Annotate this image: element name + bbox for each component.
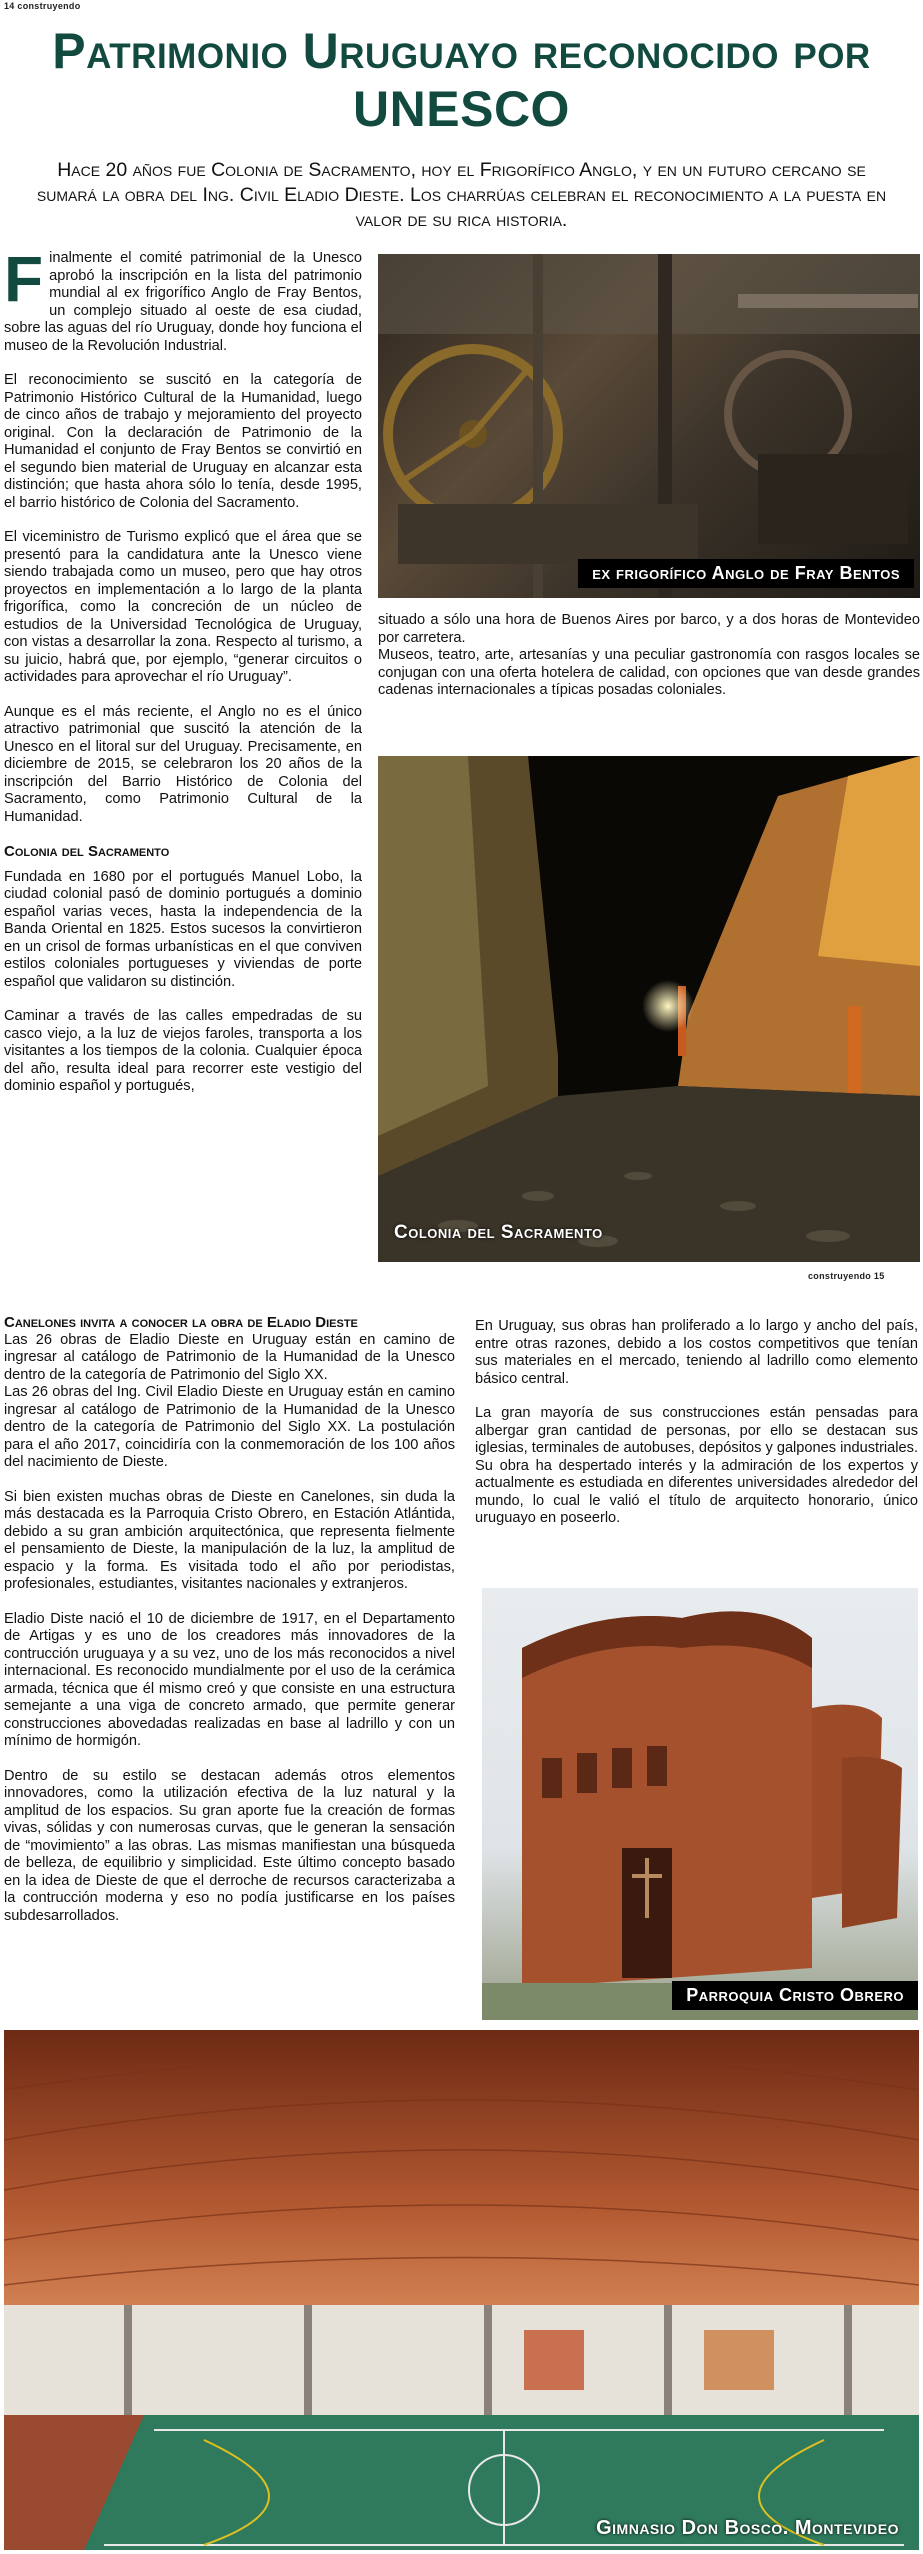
caption-anglo: ex frigorífico Anglo de Fray Bentos (578, 559, 914, 588)
drop-cap: F (4, 243, 44, 315)
photo-colonia-del-sacramento (378, 756, 920, 1262)
caption-colonia: Colonia del Sacramento (394, 1222, 603, 1243)
section-heading-colonia: Colonia del Sacramento (4, 843, 170, 860)
photo-frigorifico-anglo (378, 254, 920, 598)
article1-paragraph-3: El viceministro de Turismo explicó que el área que se presentó para la candidatura ante la Unesco viene siendo trabajada como un museo, pero que hay otros proyectos en implementación a lo largo de la planta frigorífica, como la concreción de un núcleo de estudios de la Universidad Tecnológica de Uruguay, con vistas a desarrollar la zona. Respecto al turismo, a su juicio, habrá que, por ejemplo, “generar circuitos o actividades para aprovechar el río Uruguay”. (4, 529, 362, 685)
article1-left-column (4, 243, 362, 1113)
article2-right-column (475, 1318, 918, 1545)
article1-paragraph-6: Caminar a través de las calles empedradas de su casco viejo, a la luz de viejos faroles, transporta a los visitantes a los tiempos de la colonia. Cualquier época del año, resulta ideal para recorrer este vestigio del dominio español y portugués, (4, 1008, 362, 1094)
page-header-left: 14 construyendo (4, 1, 81, 11)
caption-gimnasio: Gimnasio Don Bosco. Montevideo (596, 2517, 899, 2539)
article2-right-paragraph-2: La gran mayoría de sus construcciones están pensadas para albergar gran cantidad de personas, por ello se destacan sus iglesias, terminales de autobuses, depósitos y galpones industriales. Su obra ha despertado interés y la admiración de los expertos y actualmente es estudiada en diferentes universidades alrededor del mundo, lo cual le valió el título de arquitecto honorario, único uruguayo en poseerlo. (475, 1405, 918, 1526)
article2-paragraph-4: Dentro de su estilo se destacan además otros elementos innovadores, como la utilización efectiva de la luz natural y la amplitud de los espacios. Su gran aporte fue la creación de formas vivas, sólidas y con numerosas curvas, que le generan la sensación de “movimiento” a las obras. Las mismas manifiestan una búsqueda de belleza, de equilibrio y simplicidad. Este último concepto basado en la idea de Dieste de que el derroche de recursos caracterizaba a la contrucción moderna y eso no podía justificarse en los países subdesarrollados. (4, 1767, 455, 1924)
article1-paragraph-1: inalmente el comité patrimonial de la Unesco aprobó la inscripción en la lista del patrimonio mundial al ex frigorífico Anglo de Fray Bentos, un complejo situado al oeste de esa ciudad, sobre las aguas del río Uruguay, donde hoy funciona el museo de la Revolución Industrial. (4, 250, 362, 354)
colonia-street-illustration (378, 756, 920, 1262)
article2-paragraph-2: Si bien existen muchas obras de Dieste en Canelones, sin duda la más destacada es la Parroquia Cristo Obrero, en Estación Atlántida, debido a su gran ambición arquitectónica, que representa fielmente el pensamiento de Dieste, la manipulación de la luz, la amplitud de espacio y la forma. Es visitada todo el año por periodistas, profesionales, estudiantes, visitantes nacionales y extranjeros. (4, 1488, 455, 1592)
article2-paragraph-1: Las 26 obras de Eladio Dieste en Uruguay están en camino de ingresar al catálogo de Patrimonio de la Humanidad de la Unesco dentro de la categoría de Patrimonio del Siglo XX. (4, 1331, 455, 1383)
photo-parroquia-cristo-obrero (482, 1588, 918, 2020)
section-heading-dieste: Canelones invita a conocer la obra de Eladio Dieste (4, 1314, 358, 1331)
caption-parroquia: Parroquia Cristo Obrero (672, 1981, 918, 2010)
article1-right-column (378, 612, 920, 700)
article1-paragraph-5: Fundada en 1680 por el portugués Manuel Lobo, la ciudad colonial pasó de dominio portugués a dominio español varias veces, hasta la independencia de la Banda Oriental en 1825. Estos sucesos la convirtieron en un crisol de formas urbanísticas en el que conviven estilos coloniales portugueses y viviendas de porte español que validaron su distinción. (4, 868, 362, 990)
article1-right-paragraph-2: Museos, teatro, arte, artesanías y una peculiar gastronomía con rasgos locales se conjugan con una oferta hotelera de calidad, con opciones que van desde grandes cadenas internacionales a típicas posadas coloniales. (378, 647, 920, 698)
parroquia-illustration (482, 1588, 918, 2020)
gimnasio-illustration (4, 2030, 919, 2550)
article-subtitle: Hace 20 años fue Colonia de Sacramento, hoy el Frigorífico Anglo, y en un futuro cercano se sumará la obra del Ing. Civil Eladio Dieste. Los charrúas celebran el reconocimiento a la puesta en valor de su rica historia. (36, 159, 887, 231)
article1-right-paragraph-1: situado a sólo una hora de Buenos Aires por barco, y a dos horas de Montevideo por carretera. (378, 612, 920, 646)
article1-paragraph-2: El reconocimiento se suscitó en la categoría de Patrimonio Histórico Cultural de la Humanidad, luego de cinco años de trabajo y mejoramiento del proyecto original. Con la declaración de Patrimonio de la Humanidad el conjunto de Fray Bentos se convirtió en el segundo bien material de Uruguay en alcanzar esta distinción; que hasta ahora sólo lo tenía, desde 1995, el barrio histórico de Colonia del Sacramento. (4, 372, 362, 511)
page-header-right: construyendo 15 (808, 1271, 885, 1281)
article2-paragraph-1b: Las 26 obras del Ing. Civil Eladio Dieste en Uruguay están en camino ingresar al catálogo de Patrimonio de la Humanidad de la Unesco dentro de la categoría de Patrimonio del Siglo XX. La postulación para el año 2017, coincidiría con la conmemoración de los 100 años del nacimiento de Dieste. (4, 1384, 455, 1470)
photo-gimnasio-don-bosco (4, 2030, 919, 2550)
article2-right-paragraph-1: En Uruguay, sus obras han proliferado a lo largo y ancho del país, entre otras razones, debido a los costos competitivos que tenían sus materiales en el mercado, teniendo al ladrillo como elemento básico central. (475, 1318, 918, 1387)
anglo-machinery-illustration (378, 254, 920, 598)
article-title: Patrimonio Uruguayo reconocido por UNESCO (52, 23, 871, 137)
article2-left-column (4, 1314, 455, 1942)
article2-paragraph-3: Eladio Diste nació el 10 de diciembre de 1917, en el Departamento de Artigas y es uno de los creadores más innovadores de la contrucción uruguaya y a su vez, uno de los más reconocidos a nivel internacional. Es reconocido mundialmente por el uso de la cerámica armada, técnica que él mismo creó y que consiste en una estructura semejante a una viga de concreto armado, que permite generar construcciones abovedadas realizadas en base al ladrillo y con un mínimo de hormigón. (4, 1610, 455, 1749)
article1-paragraph-4: Aunque es el más reciente, el Anglo no es el único atractivo patrimonial que suscitó la atención de la Unesco en el litoral sur del Uruguay. Precisamente, en diciembre de 2015, se celebraron los 20 años de la inscripción del Barrio Histórico de Colonia del Sacramento, como Patrimonio Cultural de la Humanidad. (4, 703, 362, 825)
